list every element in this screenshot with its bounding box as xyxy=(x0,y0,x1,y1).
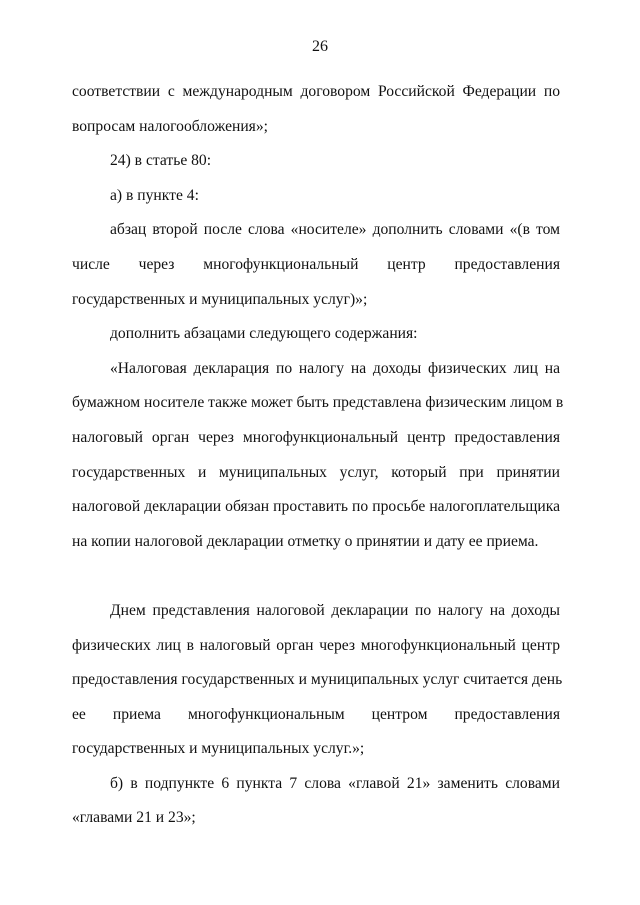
subitem-b: б) в подпункте 6 пункта 7 слова «главой 21» заменить словами xyxy=(110,774,560,792)
text-line: государственных и муниципальных услуг.»; xyxy=(72,740,365,758)
text-line: государственных и муниципальных услуг)»; xyxy=(72,290,368,308)
list-item-24: 24) в статье 80: xyxy=(110,152,212,170)
text-line: на копии налоговой декларации отметку о принятии и дату ее приема. xyxy=(72,532,539,550)
text-line: предоставления государственных и муниципальных услуг считается день xyxy=(72,671,563,689)
text-line: ее приема многофункциональным центром предоставления xyxy=(72,705,560,723)
text-line: налоговой декларации обязан проставить по просьбе налогоплательщика xyxy=(72,498,560,516)
paragraph-start: абзац второй после слова «носителе» дополнить словами «(в том xyxy=(110,221,560,239)
text-line: бумажном носителе также может быть представлена физическим лицом в xyxy=(72,394,564,412)
text-line: «главами 21 и 23»; xyxy=(72,809,196,827)
subitem-a: а) в пункте 4: xyxy=(110,186,199,204)
text-line: числе через многофункциональный центр предоставления xyxy=(72,255,560,273)
text-line: соответствии с международным договором Российской Федерации по xyxy=(72,83,560,100)
paragraph-start: Днем представления налоговой декларации по налогу на доходы xyxy=(110,601,560,619)
text-line: физических лиц в налоговый орган через многофункциональный центр xyxy=(72,636,560,654)
text-line: вопросам налогообложения»; xyxy=(72,117,268,135)
document-body xyxy=(72,75,564,836)
text-line: государственных и муниципальных услуг, который при принятии xyxy=(72,463,560,481)
text-line: налоговый орган через многофункциональный центр предоставления xyxy=(72,428,560,446)
paragraph-start: дополнить абзацами следующего содержания: xyxy=(110,325,418,343)
quoted-paragraph-start: «Налоговая декларация по налогу на доходы физических лиц на xyxy=(110,359,560,377)
page-number: 26 xyxy=(312,38,328,55)
paragraph-gap xyxy=(72,559,560,594)
